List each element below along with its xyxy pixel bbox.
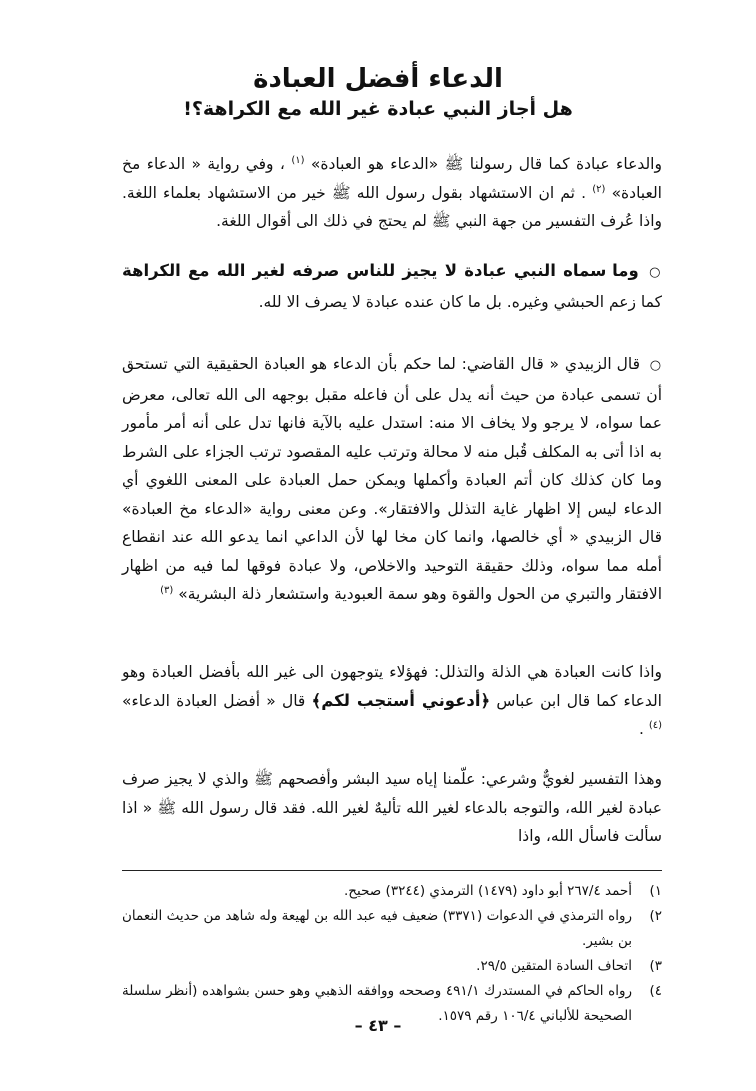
footnote-number: ١) (649, 883, 662, 899)
footnote-item (122, 954, 662, 979)
footnote-number: ٢) (649, 908, 662, 924)
footnote-ref-3[interactable]: (٣) (160, 584, 174, 596)
footnote-text: رواه الحاكم في المستدرك ٤٩١/١ وصححه ووافقه الذهبي وهو حسن بشواهده (أنظر سلسلة الصحيحة للألباني ١٠٦/٤ رقم ١٥٧٩. (122, 983, 632, 1024)
footnote-number: ٤) (649, 983, 662, 999)
paragraph-2-text: كما زعم الحبشي وغيره. بل ما كان عنده عبادة لا يصرف الا لله. (258, 292, 662, 311)
footnote-text: رواه الترمذي في الدعوات (٣٣٧١) ضعيف فيه عبد الله بن لهيعة وله شاهد من حديث النعمان بن بشير. (122, 908, 632, 949)
paragraph-4 (122, 658, 662, 744)
page-title: الدعاء أفضل العبادة (253, 64, 503, 94)
page-subtitle: هل أجاز النبي عبادة غير الله مع الكراهة؟! (183, 98, 573, 120)
footnotes (122, 870, 662, 1029)
footnote-item (122, 904, 662, 954)
paragraph-1-text-2: ، وفي رواية « الدعاء مخ العبادة» (122, 155, 662, 202)
paragraph-4-text-2: قال « أفضل العبادة الدعاء» (122, 691, 306, 710)
footnote-item (122, 879, 662, 904)
footnote-ref-2[interactable]: (٢) (592, 183, 606, 195)
paragraph-1 (122, 150, 662, 236)
paragraph-1-text: والدعاء عبادة كما قال رسولنا ﷺ «الدعاء هو العبادة» (310, 155, 662, 173)
paragraph-4-text: واذا كانت العبادة هي الذلة والتذلل: فهؤلاء يتوجهون الى غير الله بأفضل العبادة وهو الدعاء كما قال ابن عباس (122, 663, 662, 710)
paragraph-3 (122, 350, 662, 609)
footnote-text: اتحاف السادة المتقين ٢٩/٥. (476, 958, 632, 974)
footnote-ref-1[interactable]: (١) (291, 154, 305, 166)
bullet-icon: ○ (649, 265, 662, 280)
paragraph-3-text: قال الزبيدي « قال القاضي: لما حكم بأن الدعاء هو العبادة الحقيقية التي تستحق أن تسمى عبادة من حيث أنه يدل على أن فاعله مقبل بوجهه الى الله تعالى، معرض عما سواه، لا يرجو ولا يخاف الا منه: استدل عليه بالآية فانها تدل على أنه أمر مأمور به اذا أتى به المكلف قُبل منه لا محالة وترتب عليه المقصود ترتب الجزاء على الشرط وما كان كذلك كان أتم العبادة وأكملها ويمكن حمل العبادة على المعنى اللغوي أي الدعاء ليس إلا اظهار غاية التذلل والافتقار». وعن معنى رواية «الدعاء مخ العبادة» قال الزبيدي « أي خالصها، وانما كان مخا لها لأن الداعي انما يدعو الله عند انقطاع أمله مما سواه، وذلك حقيقة التوحيد والاخلاص، ولا عبادة فوقها لما فيه من اظهار الافتقار والتبري من الحول والقوة وهو سمة العبودية واستشعار ذلة البشرية» (121, 355, 662, 603)
quran-verse: ﴿أدعوني أستجب لكم﴾ (311, 690, 491, 710)
paragraph-5-text: وهذا التفسير لغويٌّ وشرعي: علّمنا إياه سيد البشر وأفصحهم ﷺ والذي لا يجيز صرف عبادة لغير الله، والتوجه بالدعاء لغير الله تأليهٌ لغير الله. فقد قال رسول الله ﷺ « اذا سألت فاسأل الله، واذا (122, 770, 662, 845)
page-number: – ٤٣ – (354, 1016, 402, 1035)
footnote-number: ٣) (649, 958, 662, 974)
footnote-text: أحمد ٢٦٧/٤ أبو داود (١٤٧٩) الترمذي (٣٢٤٤) صحيح. (343, 883, 632, 899)
bullet-icon: ○ (649, 358, 663, 373)
paragraph-1-text-3: . ثم ان الاستشهاد بقول رسول الله ﷺ خير من الاستشهاد بعلماء اللغة. واذا عُرف التفسير من جهة النبي ﷺ لم يحتج في ذلك الى أقوال اللغة. (122, 183, 662, 230)
paragraph-2 (122, 257, 662, 316)
paragraph-5 (122, 765, 662, 851)
paragraph-4-text-3: . (638, 720, 644, 738)
paragraph-2-bold: وما سماه النبي عبادة لا يجيز للناس صرفه لغير الله مع الكراهة (122, 261, 639, 280)
footnote-ref-4[interactable]: (٤) (648, 719, 662, 731)
